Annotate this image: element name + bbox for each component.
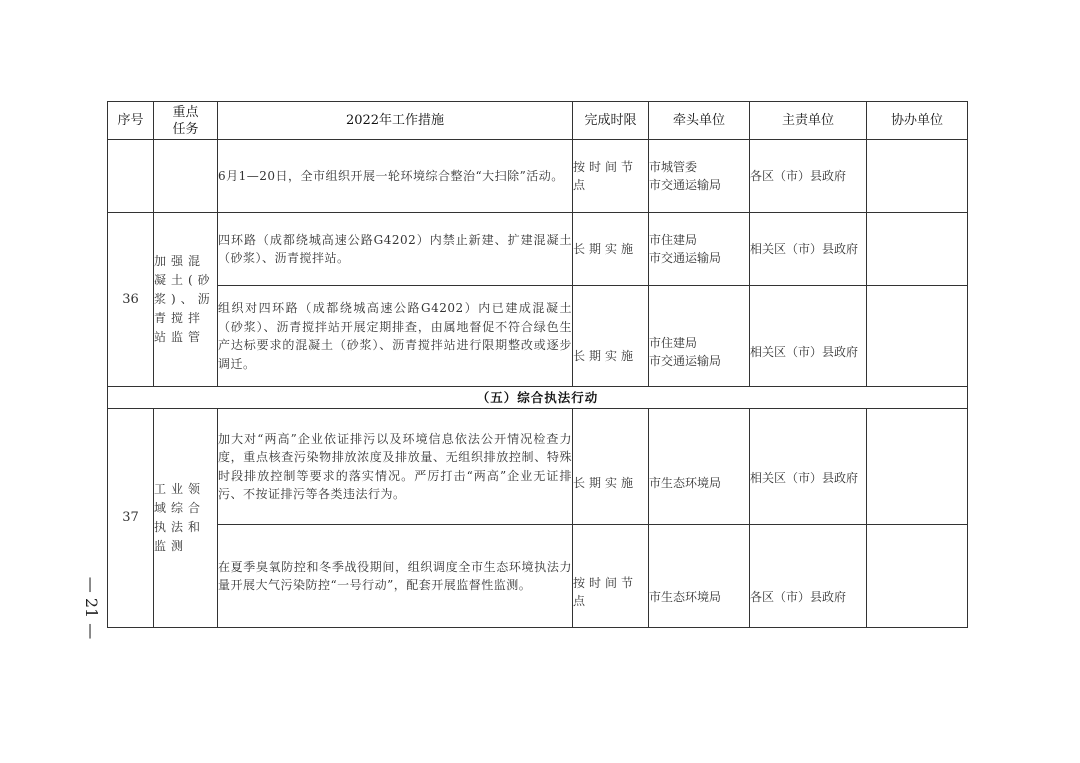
- task-line: 执法和: [154, 520, 206, 534]
- lead-unit: 市住建局: [649, 335, 698, 350]
- cell-no-empty: [108, 140, 154, 213]
- cell-measure: 四环路（成都绕城高速公路G4202）内禁止新建、扩建混凝土（砂浆）、沥青搅拌站。: [218, 213, 573, 286]
- cell-no: 36: [108, 213, 154, 387]
- cell-assist: [867, 140, 968, 213]
- cell-main: 相关区（市）县政府: [750, 213, 867, 286]
- cell-lead: [649, 525, 750, 628]
- cell-deadline: 按时间节点: [573, 140, 649, 213]
- lead-unit: 市交通运输局: [649, 353, 722, 368]
- cell-task-empty: [154, 140, 218, 213]
- task-line: 加强混: [154, 254, 206, 268]
- lead-unit: 市住建局: [649, 233, 698, 247]
- table-row: [108, 409, 968, 525]
- lead-unit: 市生态环境局: [649, 589, 722, 604]
- cell-task: [154, 409, 218, 628]
- header-no: 序号: [108, 102, 154, 140]
- cell-main: 各区（市）县政府: [750, 525, 867, 628]
- task-line: 站监管: [154, 330, 206, 344]
- header-assist: 协办单位: [867, 102, 968, 140]
- section-row: [108, 387, 968, 409]
- cell-lead: [649, 140, 750, 213]
- cell-assist: [867, 409, 968, 525]
- lead-unit: 市生态环境局: [649, 475, 722, 490]
- task-line: 监测: [154, 539, 189, 553]
- cell-main: 相关区（市）县政府: [750, 409, 867, 525]
- task-line: 域综合: [154, 501, 206, 515]
- task-line: 凝土(砂: [154, 273, 215, 287]
- task-line: 工业领: [154, 482, 206, 496]
- task-line: 浆)、沥: [154, 292, 215, 306]
- page-number: — 21 —: [82, 576, 102, 640]
- cell-task: [154, 213, 218, 387]
- lead-unit: 市交通运输局: [649, 178, 722, 192]
- cell-measure: 组织对四环路（成都绕城高速公路G4202）内已建成混凝土（砂浆）、沥青搅拌站开展定期排查，由属地督促不符合绿色生产达标要求的混凝土（砂浆）、沥青搅拌站进行限期整改或逐步调迁。: [218, 286, 573, 387]
- cell-lead: [649, 286, 750, 387]
- cell-assist: [867, 286, 968, 387]
- cell-measure: 加大对“两高”企业依证排污以及环境信息依法公开情况检查力度，重点核查污染物排放浓度及排放量、无组织排放控制、特殊时段排放控制等要求的落实情况。严厉打击“两高”企业无证排污、不按证排污等各类违法行为。: [218, 409, 573, 525]
- measures-table: [107, 101, 968, 628]
- table-row: [108, 140, 968, 213]
- header-row: [108, 102, 968, 140]
- cell-assist: [867, 213, 968, 286]
- header-task: 重点任务: [154, 102, 218, 140]
- task-line: 青搅拌: [154, 311, 206, 325]
- table-row: [108, 525, 968, 628]
- table-row: [108, 286, 968, 387]
- table-row: [108, 213, 968, 286]
- cell-deadline: 长期实施: [573, 213, 649, 286]
- cell-measure: 6月1—20日，全市组织开展一轮环境综合整治“大扫除”活动。: [218, 140, 573, 213]
- header-deadline: 完成时限: [573, 102, 649, 140]
- cell-lead: [649, 213, 750, 286]
- cell-deadline: 按时间节点: [573, 525, 649, 628]
- cell-measure: 在夏季臭氧防控和冬季战役期间，组织调度全市生态环境执法力量开展大气污染防控“一号行动”，配套开展监督性监测。: [218, 525, 573, 628]
- header-lead: 牵头单位: [649, 102, 750, 140]
- header-main: 主责单位: [750, 102, 867, 140]
- section-title: （五）综合执法行动: [108, 387, 968, 409]
- lead-unit: 市城管委: [649, 160, 698, 174]
- cell-assist: [867, 525, 968, 628]
- cell-no: 37: [108, 409, 154, 628]
- cell-deadline: 长期实施: [573, 409, 649, 525]
- lead-unit: 市交通运输局: [649, 251, 722, 265]
- cell-main: 相关区（市）县政府: [750, 286, 867, 387]
- cell-deadline: 长期实施: [573, 286, 649, 387]
- cell-lead: [649, 409, 750, 525]
- cell-main: 各区（市）县政府: [750, 140, 867, 213]
- header-measure: 2022年工作措施: [218, 102, 573, 140]
